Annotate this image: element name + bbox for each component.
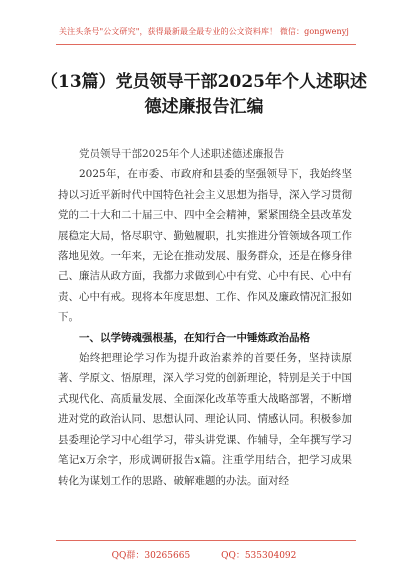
footer-qq-group: QQ群：30265665 [111,551,191,561]
footer-qq: QQ：535304092 [221,551,297,561]
document-body [58,144,352,491]
footer [0,548,408,561]
footer-divider [56,540,356,541]
section-heading: 一、以学铸魂强根基，在知行合一中锤炼政治品格 [79,331,310,344]
document-subtitle: 党员领导干部2025年个人述职述德述廉报告 [79,148,285,160]
header-divider [56,44,356,45]
header-banner: 关注头条号"公文研究"，获得最新最全最专业的公文资料库！ 微信：gongwenyj [59,27,349,36]
section-paragraph: 始终把理论学习作为提升政治素养的首要任务，坚持读原著、学原文、悟原理，深入学习党的创新理论，特别是关于中国式现代化、高质量发展、全面深化改革等重大战略部署，不断增进对党的政治认同、思想认同、理论认同、情感认同。积极参加县委理论学习中心组学习，带头讲党课、作辅导，全年撰写学习笔记x万余字，形成调研报告x篇。注重学用结合，把学习成果转化为谋划工作的思路、破解难题的办法。面对经 [58,352,352,487]
intro-paragraph: 2025年，在市委、市政府和县委的坚强领导下，我始终坚持以习近平新时代中国特色社会主义思想为指导，深入学习贯彻党的二十大和二十届三中、四中全会精神，紧紧围绕全县改革发展稳定大局，恪尽职守、勤勉履职，扎实推进分管领域各项工作落地见效。一年来，无论在推动发展、服务群众，还是在修身律己、廉洁从政方面，我都力求做到心中有党、心中有民、心中有责、心中有戒。现将本年度思想、工作、作风及廉政情况汇报如下。 [58,168,352,324]
document-title: （13篇）党员领导干部2025年个人述职述德述廉报告汇编 [41,72,367,117]
